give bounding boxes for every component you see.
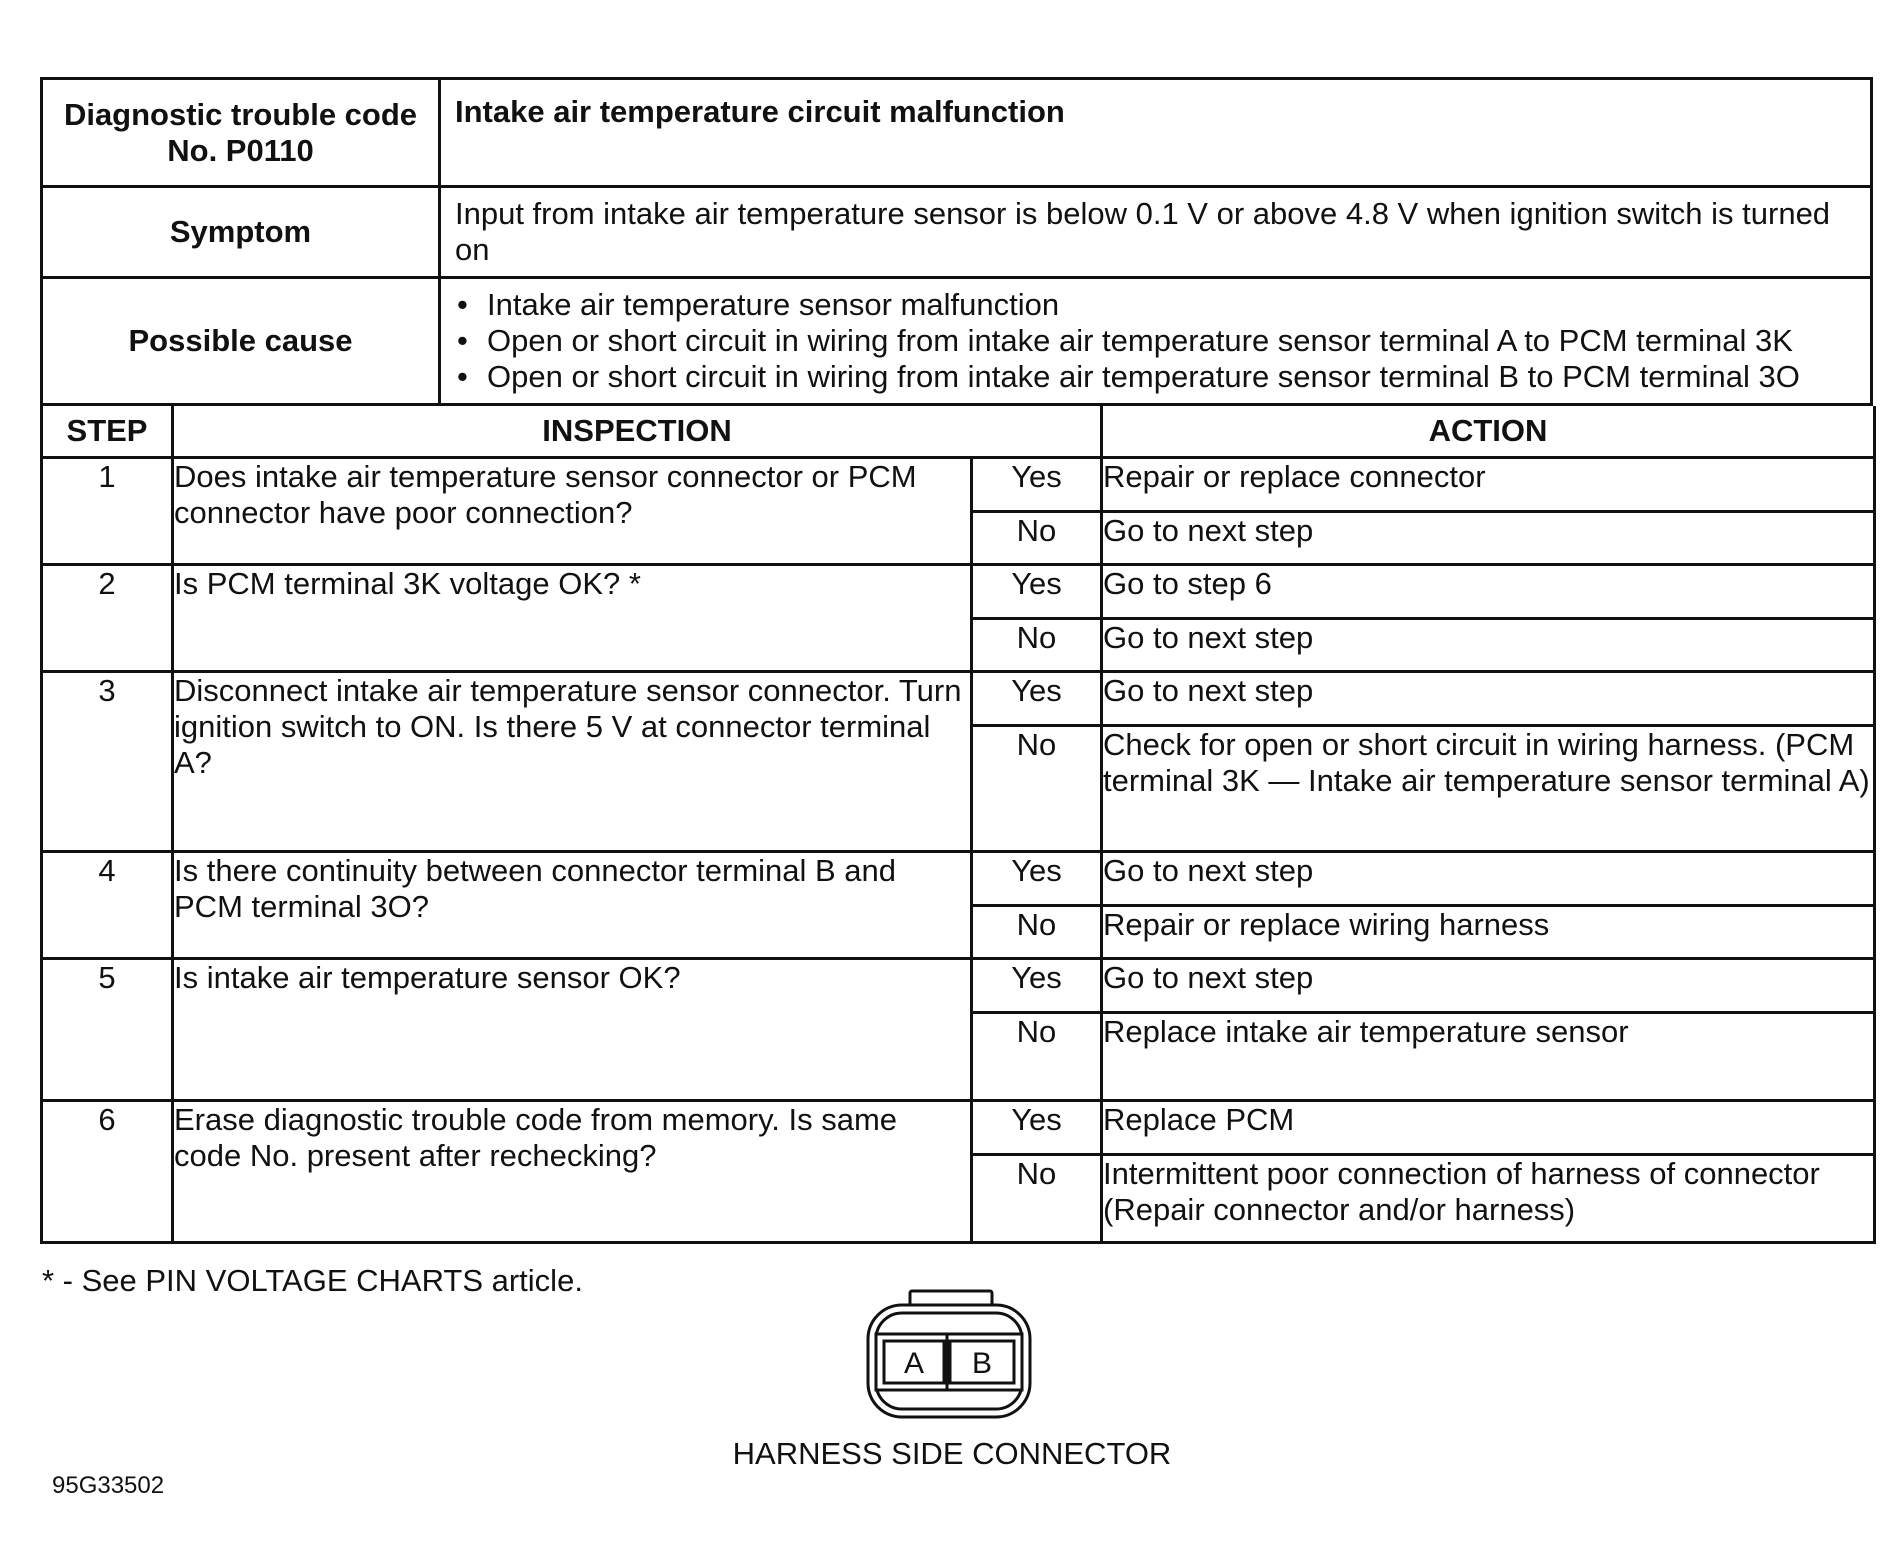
inspection-column-header: INSPECTION xyxy=(173,406,1102,458)
no-action: Repair or replace wiring harness xyxy=(1102,906,1875,959)
pin-a-label: A xyxy=(903,1347,925,1380)
step-row-4-yes xyxy=(42,852,1875,906)
symptom-row xyxy=(42,187,1872,278)
no-label: No xyxy=(972,906,1102,959)
step-row-6-yes xyxy=(42,1101,1875,1155)
pin-b-label: B xyxy=(971,1347,993,1380)
possible-cause-list xyxy=(455,287,1856,395)
dtc-label: Diagnostic trouble code No. P0110 xyxy=(42,79,440,187)
step-number: 2 xyxy=(42,565,173,672)
yes-label: Yes xyxy=(972,1101,1102,1155)
symptom-label: Symptom xyxy=(42,187,440,278)
yes-action: Go to next step xyxy=(1102,672,1875,726)
dtc-title: Intake air temperature circuit malfunction xyxy=(440,79,1872,187)
possible-cause-row xyxy=(42,278,1872,405)
step-row-2-yes xyxy=(42,565,1875,619)
connector-caption: HARNESS SIDE CONNECTOR xyxy=(732,1436,1172,1471)
cause-item: • Intake air temperature sensor malfunction xyxy=(455,287,1856,323)
yes-action: Replace PCM xyxy=(1102,1101,1875,1155)
no-action: Intermittent poor connection of harness of connector (Repair connector and/or harness) xyxy=(1102,1155,1875,1243)
footnote: * - See PIN VOLTAGE CHARTS article. xyxy=(42,1263,583,1298)
no-action: Check for open or short circuit in wiring harness. (PCM terminal 3K — Intake air temperature sensor terminal A) xyxy=(1102,726,1875,852)
step-number: 4 xyxy=(42,852,173,959)
no-label: No xyxy=(972,619,1102,672)
yes-label: Yes xyxy=(972,959,1102,1013)
step-row-1-yes xyxy=(42,458,1875,512)
no-label: No xyxy=(972,1013,1102,1101)
no-label: No xyxy=(972,726,1102,852)
steps-header-row xyxy=(42,406,1875,458)
possible-cause-cell xyxy=(440,278,1872,405)
diagnostic-document xyxy=(40,77,1873,1244)
step-column-header: STEP xyxy=(42,406,173,458)
step-number: 1 xyxy=(42,458,173,565)
step-inspection: Does intake air temperature sensor connector or PCM connector have poor connection? xyxy=(173,458,972,565)
no-action: Go to next step xyxy=(1102,619,1875,672)
yes-action: Repair or replace connector xyxy=(1102,458,1875,512)
no-action: Go to next step xyxy=(1102,512,1875,565)
dtc-header-table xyxy=(40,77,1873,406)
step-number: 3 xyxy=(42,672,173,852)
yes-label: Yes xyxy=(972,672,1102,726)
dtc-row xyxy=(42,79,1872,187)
step-inspection: Is PCM terminal 3K voltage OK? * xyxy=(173,565,972,672)
yes-action: Go to next step xyxy=(1102,852,1875,906)
step-inspection: Erase diagnostic trouble code from memory. Is same code No. present after rechecking? xyxy=(173,1101,972,1243)
possible-cause-label: Possible cause xyxy=(42,278,440,405)
step-inspection: Is there continuity between connector terminal B and PCM terminal 3O? xyxy=(173,852,972,959)
step-row-5-yes xyxy=(42,959,1875,1013)
yes-action: Go to step 6 xyxy=(1102,565,1875,619)
step-inspection: Disconnect intake air temperature sensor connector. Turn ignition switch to ON. Is there 5 V at connector terminal A? xyxy=(173,672,972,852)
cause-item: • Open or short circuit in wiring from intake air temperature sensor terminal B to PCM terminal 3O xyxy=(455,359,1856,395)
action-column-header: ACTION xyxy=(1102,406,1875,458)
step-number: 5 xyxy=(42,959,173,1101)
no-label: No xyxy=(972,512,1102,565)
step-row-3-yes xyxy=(42,672,1875,726)
yes-label: Yes xyxy=(972,852,1102,906)
no-label: No xyxy=(972,1155,1102,1243)
yes-label: Yes xyxy=(972,565,1102,619)
yes-label: Yes xyxy=(972,458,1102,512)
symptom-text: Input from intake air temperature sensor is below 0.1 V or above 4.8 V when ignition switch is turned on xyxy=(440,187,1872,278)
step-number: 6 xyxy=(42,1101,173,1243)
connector-diagram xyxy=(862,1289,1042,1423)
yes-action: Go to next step xyxy=(1102,959,1875,1013)
no-action: Replace intake air temperature sensor xyxy=(1102,1013,1875,1101)
cause-item: • Open or short circuit in wiring from intake air temperature sensor terminal A to PCM terminal 3K xyxy=(455,323,1856,359)
step-inspection: Is intake air temperature sensor OK? xyxy=(173,959,972,1101)
steps-table xyxy=(40,406,1876,1244)
figure-code: 95G33502 xyxy=(52,1472,165,1499)
